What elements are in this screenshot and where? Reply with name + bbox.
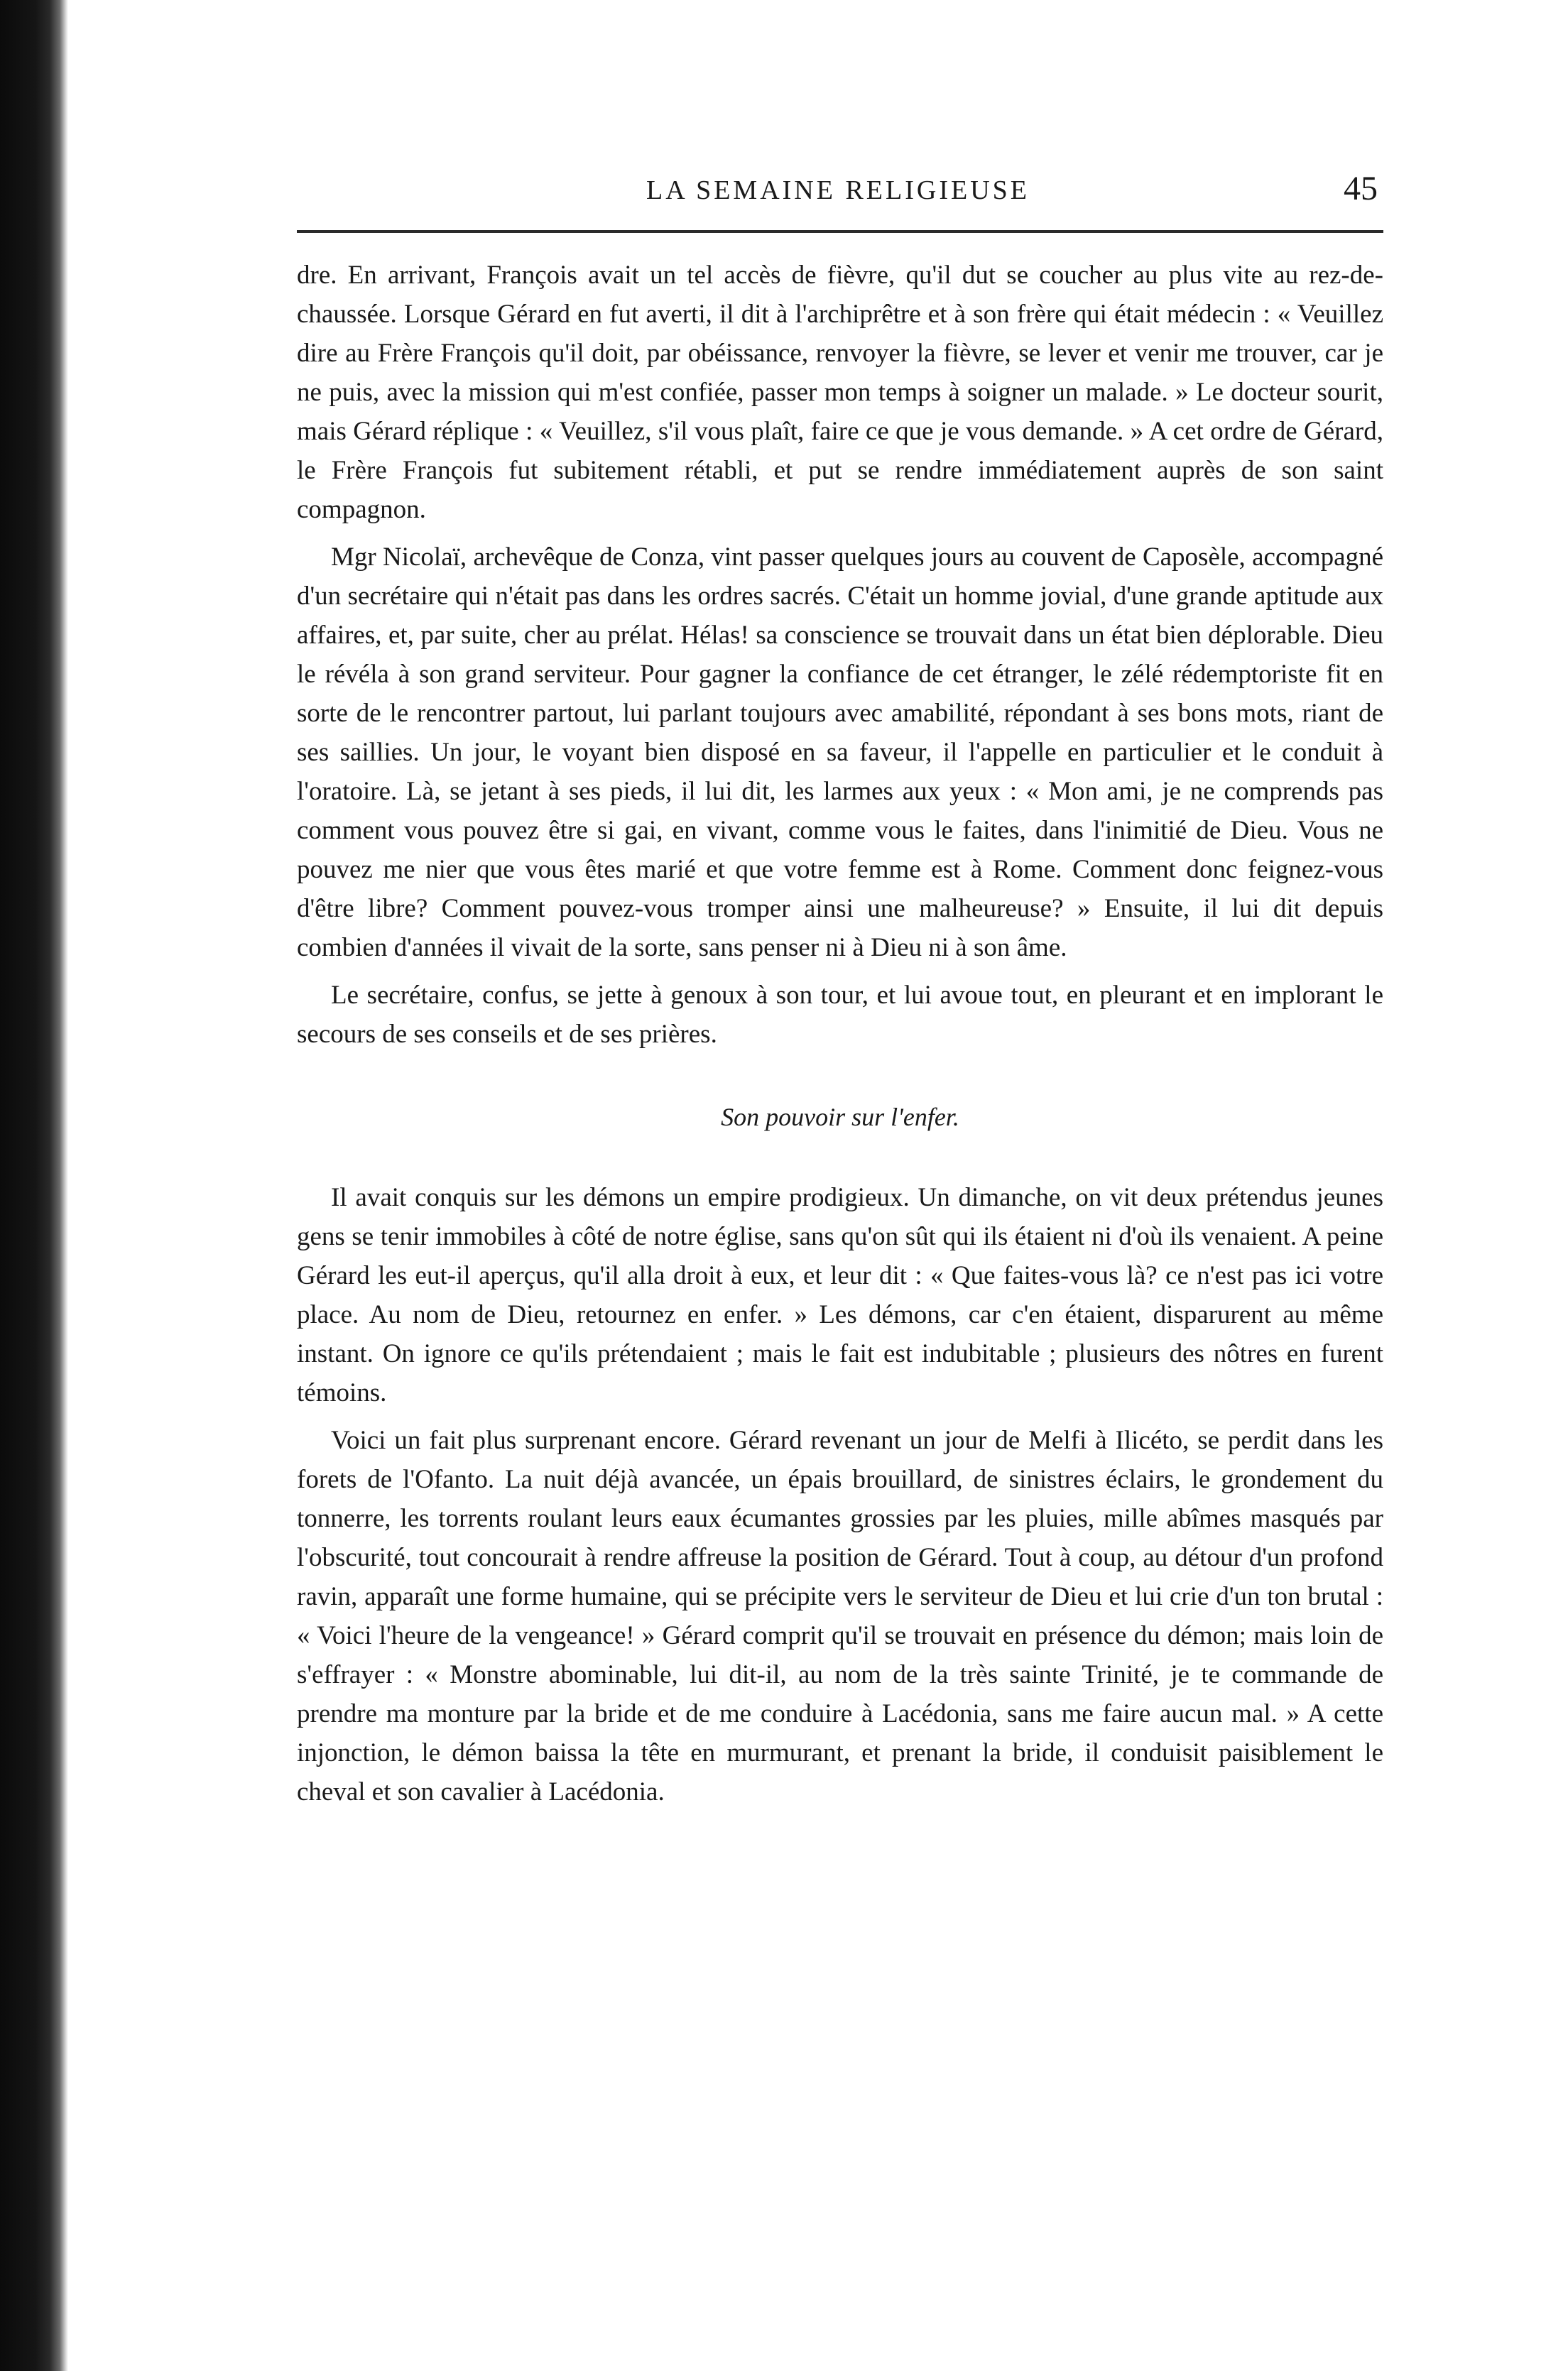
paragraph-demons: Il avait conquis sur les démons un empire prodigieux. Un dimanche, on vit deux prétendus jeunes gens se tenir immobiles à côté de notre église, sans qu'on sût qui ils étaient ni d'où ils venaient. A peine Gérard les eut-il aperçus, qu'il alla droit à eux, et leur dit : « Que faites-vous là? ce n'est pas ici votre place. Au nom de Dieu, retournez en enfer. » Les démons, car c'en étaient, disparurent au même instant. On ignore ce qu'ils prétendaient ; mais le fait est indubitable ; plusieurs des nôtres en furent témoins. bbox=[297, 1183, 1383, 1407]
paragraph-confession: Le secrétaire, confus, se jette à genoux à son tour, et lui avoue tout, en pleurant et en implorant le secours de ses conseils et de ses prières. bbox=[297, 981, 1383, 1049]
body-text bbox=[297, 256, 1383, 1820]
binding-edge bbox=[0, 0, 68, 2371]
running-title: LA SEMAINE RELIGIEUSE bbox=[646, 175, 1030, 205]
page-header bbox=[298, 169, 1378, 212]
paragraph-ofanto: Voici un fait plus surprenant encore. Gérard revenant un jour de Melfi à Ilicéto, se perdit dans les forets de l'Ofanto. La nuit déjà avancée, un épais brouillard, de sinistres éclairs, le grondement du tonnerre, les torrents roulant leurs eaux écumantes grossies par les pluies, mille abîmes masqués par l'obscurité, tout concourait à rendre affreuse la position de Gérard. Tout à coup, au détour d'un profond ravin, apparaît une forme humaine, qui se précipite vers le serviteur de Dieu et lui crie d'un ton brutal : « Voici l'heure de la vengeance! » Gérard comprit qu'il se trouvait en présence du démon; mais loin de s'effrayer : « Monstre abominable, lui dit-il, au nom de la très sainte Trinité, je te commande de prendre ma monture par la bride et de me conduire à Lacédonia, sans me faire aucun mal. » A cette injonction, le démon baissa la tête en murmurant, et prenant la bride, il conduisit paisiblement le cheval et son cavalier à Lacédonia. bbox=[297, 1426, 1383, 1806]
header-rule bbox=[297, 230, 1383, 233]
page-number: 45 bbox=[1344, 170, 1378, 207]
section-heading: Son pouvoir sur l'enfer. bbox=[721, 1103, 959, 1131]
paragraph-secretary: Mgr Nicolaï, archevêque de Conza, vint passer quelques jours au couvent de Caposèle, accompagné d'un secrétaire qui n'était pas dans les ordres sacrés. C'était un homme jovial, d'une grande aptitude aux affaires, et, par suite, cher au prélat. Hélas! sa conscience se trouvait dans un état bien déplorable. Dieu le révéla à son grand serviteur. Pour gagner la confiance de cet étranger, le zélé rédemptoriste fit en sorte de le rencontrer partout, lui parlant toujours avec amabilité, répondant à ses bons mots, riant de ses saillies. Un jour, le voyant bien disposé en sa faveur, il l'appelle en particulier et le conduit à l'oratoire. Là, se jetant à ses pieds, il lui dit, les larmes aux yeux : « Mon ami, je ne comprends pas comment vous pouvez être si gai, en vivant, comme vous le faites, dans l'inimitié de Dieu. Vous ne pouvez me nier que vous êtes marié et que votre femme est à Rome. Comment donc feignez-vous d'être libre? Comment pouvez-vous tromper ainsi une malheureuse? » Ensuite, il lui dit depuis combien d'années il vivait de la sorte, sans penser ni à Dieu ni à son âme. bbox=[297, 543, 1383, 962]
paragraph-continued: dre. En arrivant, François avait un tel accès de fièvre, qu'il dut se coucher au plus vite au rez-de-chaussée. Lorsque Gérard en fut averti, il dit à l'archiprêtre et à son frère qui était médecin : « Veuillez dire au Frère François qu'il doit, par obéissance, renvoyer la fièvre, se lever et venir me trouver, car je ne puis, avec la mission qui m'est confiée, passer mon temps à soigner un malade. » Le docteur sourit, mais Gérard réplique : « Veuillez, s'il vous plaît, faire ce que je vous demande. » A cet ordre de Gérard, le Frère François fut subitement rétabli, et put se rendre immédiatement auprès de son saint compagnon. bbox=[297, 261, 1383, 524]
